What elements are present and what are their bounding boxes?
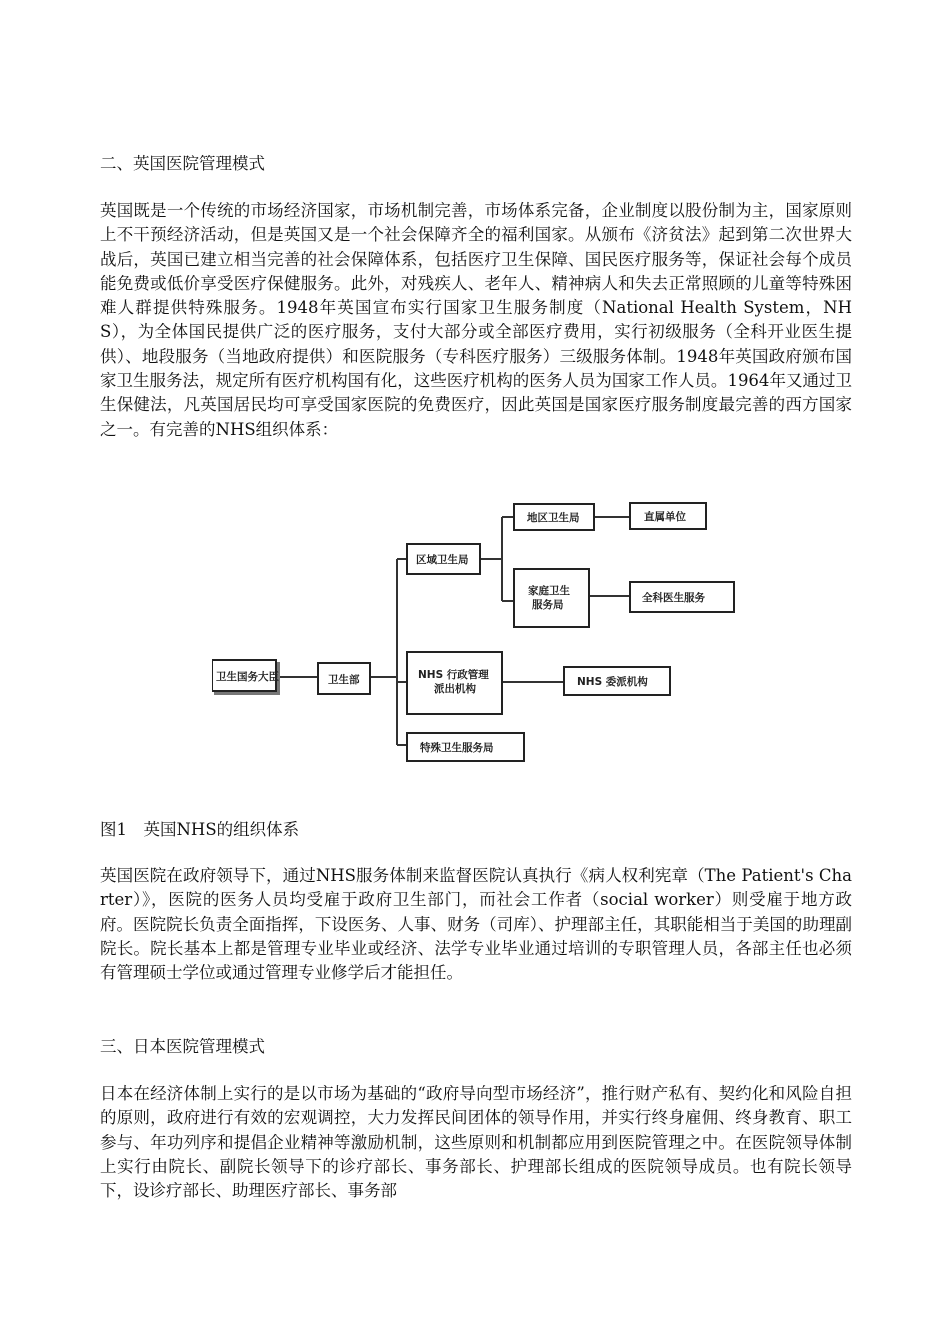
label-nhs-agency: NHS 委派机构 [577, 676, 648, 688]
label-family-bureau-line1: 家庭卫生 [528, 585, 570, 597]
paragraph-uk-overview: 英国既是一个传统的市场经济国家，市场机制完善，市场体系完备，企业制度以股份制为主，国家原则上不干预经济活动，但是英国又是一个社会保障齐全的福利国家。从颁布《济贫法》起到第二次世界大战后，英国已建立相当完善的社会保障体系，包括医疗卫生保障、国民医疗服务等，保证社会每个成员能免费或低价享受医疗保健服务。此外，对残疾人、老年人、精神病人和失去正常照顾的儿童等特殊困难人群提供特殊服务。1948年英国宣布实行国家卫生服务制度（National Health System，NHS），为全体国民提供广泛的医疗服务，支付大部分或全部医疗费用，实行初级服务（全科开业医生提供）、地段服务（当地政府提供）和医院服务（专科医疗服务）三级服务体制。1948年英国政府颁布国家卫生服务法，规定所有医疗机构国有化，这些医疗机构的医务人员为国家工作人员。1964年又通过卫生保健法，凡英国居民均可享受国家医院的免费医疗，因此英国是国家医疗服务制度最完善的西方国家之一。有完善的NHS组织体系： [100, 201, 852, 439]
label-district-bureau: 地区卫生局 [527, 512, 580, 524]
section-heading-uk: 二、英国医院管理模式 [100, 154, 265, 173]
section-heading-japan: 三、日本医院管理模式 [100, 1037, 265, 1056]
label-direct-units: 直属单位 [644, 511, 686, 523]
box-department [318, 663, 370, 694]
paragraph-japan-overview: 日本在经济体制上实行的是以市场为基础的“政府导向型市场经济”，推行财产私有、契约化和风险自担的原则，政府进行有效的宏观调控，大力发挥民间团体的领导作用，并实行终身雇佣、终身教育、职工参与、年功列序和提倡企业精神等激励机制，这些原则和机制都应用到医院管理之中。在医院领导体制上实行由院长、副院长领导下的诊疗部长、事务部长、护理部长组成的医院领导成员。也有院长领导下，设诊疗部长、助理医疗部长、事务部 [100, 1084, 852, 1201]
label-regional-bureau: 区域卫生局 [416, 554, 469, 566]
label-special-bureau: 特殊卫生服务局 [420, 742, 494, 754]
nhs-org-diagram [212, 495, 740, 770]
paragraph-uk-hospitals: 英国医院在政府领导下，通过NHS服务体制来监督医院认真执行《病人权利宪章（The Patient's Charter）》，医院的医务人员均受雇于政府卫生部门，而社会工作者（social worker）则受雇于地方政府。医院院长负责全面指挥，下设医务、人事、财务（司库）、护理部主任，其职能相当于美国的助理副院长。院长基本上都是管理专业毕业或经济、法学专业毕业通过培训的专职管理人员，各部主任也必须有管理硕士学位或通过管理专业修学后才能担任。 [100, 866, 852, 983]
box-gp-service [630, 582, 734, 612]
box-district-bureau [514, 504, 594, 530]
figure-caption: 图1 英国NHS的组织体系 [100, 820, 300, 839]
label-nhs-admin-line1: NHS 行政管理 [418, 669, 489, 681]
box-nhs-admin [407, 652, 502, 714]
label-family-bureau-line2: 服务局 [532, 599, 564, 611]
box-minister [212, 660, 280, 695]
label-department: 卫生部 [328, 674, 360, 686]
box-nhs-agency [564, 667, 670, 695]
label-minister: 卫生国务大臣 [216, 671, 279, 683]
label-gp-service: 全科医生服务 [642, 592, 705, 604]
box-family-bureau [514, 569, 589, 627]
box-regional-bureau [407, 544, 480, 574]
box-special-bureau [407, 733, 524, 761]
label-nhs-admin-line2: 派出机构 [434, 683, 476, 695]
box-direct-units [630, 503, 706, 529]
